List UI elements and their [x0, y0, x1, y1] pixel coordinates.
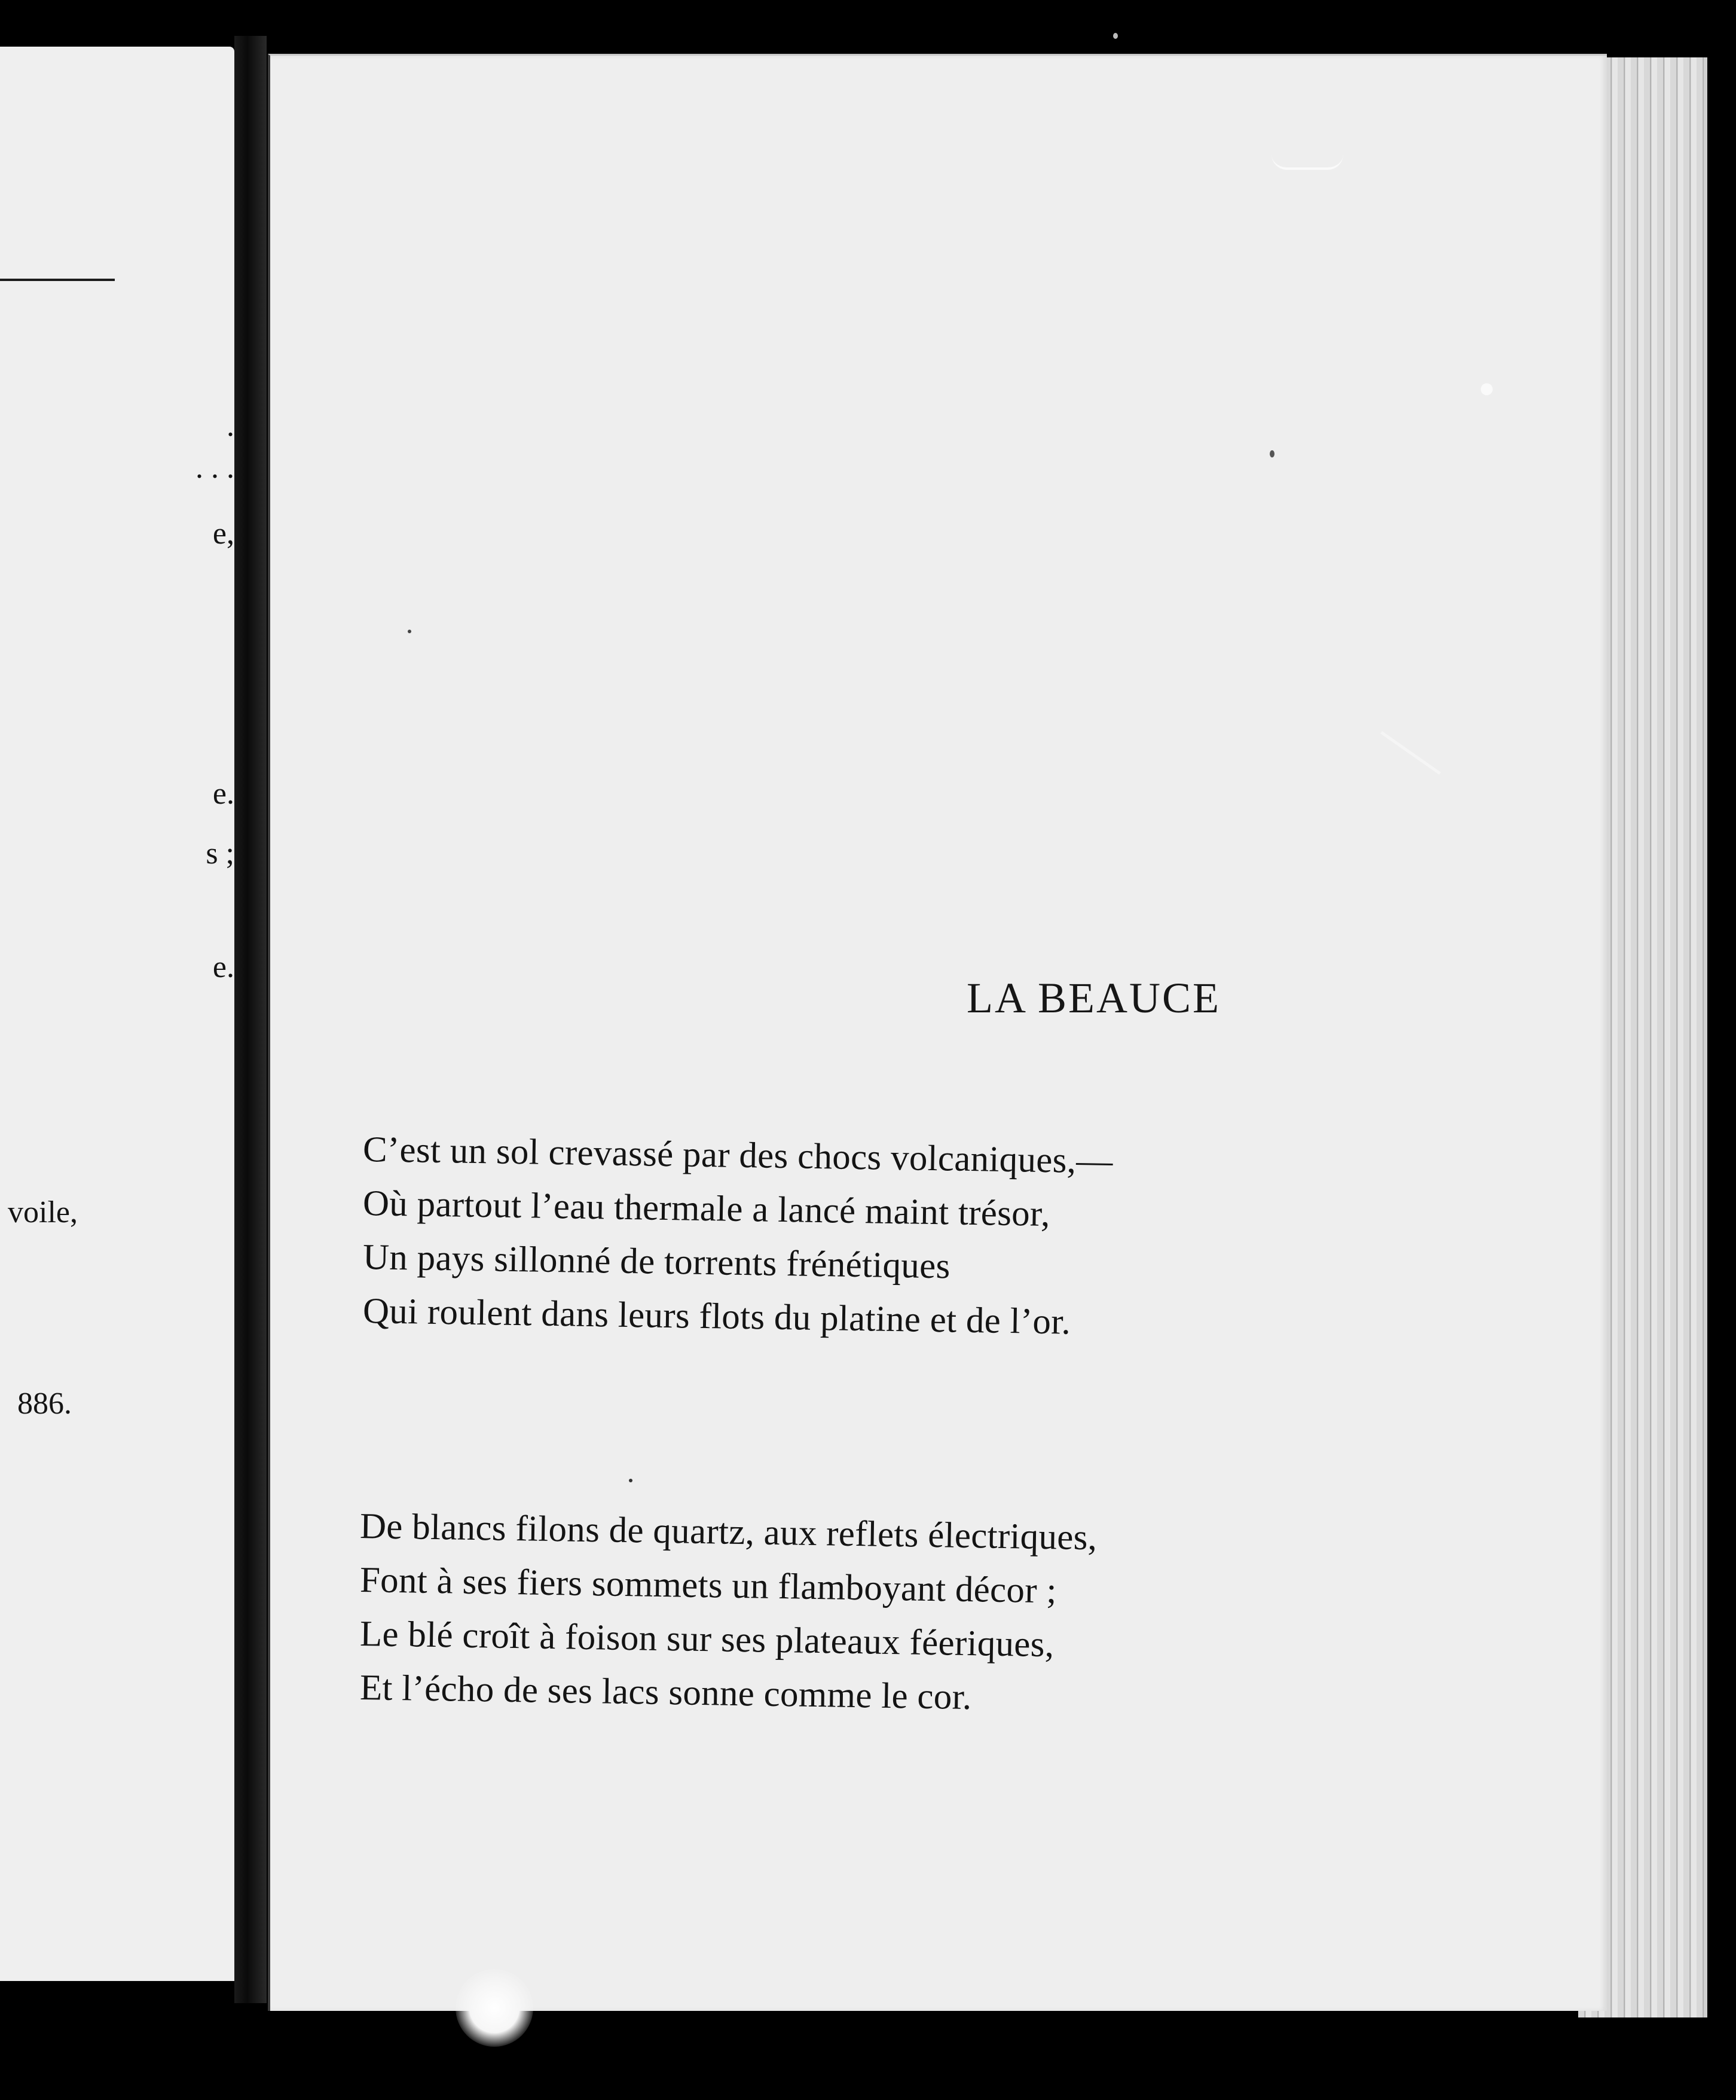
- scan-artifact: [1270, 450, 1275, 457]
- left-page-fragment: e.: [212, 950, 234, 984]
- verse-line: C’est un sol crevassé par des chocs volcaniques,—: [362, 1130, 1114, 1182]
- left-page-fragment: s ;: [206, 837, 234, 871]
- left-page: [0, 47, 234, 1981]
- left-page-fragment: e,: [212, 517, 234, 551]
- left-page-fragment: 886.: [17, 1387, 72, 1421]
- verse-line: Font à ses fiers sommets un flamboyant décor ;: [359, 1560, 1058, 1611]
- left-page-fragment: voile,: [8, 1195, 78, 1229]
- verse-line: Où partout l’eau thermale a lancé maint trésor,: [362, 1183, 1051, 1235]
- verse-line: Un pays sillonné de torrents frénétiques: [362, 1237, 951, 1287]
- scan-artifact: [629, 1479, 632, 1482]
- scan-artifact: [408, 630, 411, 633]
- scan-artifact: [1113, 33, 1118, 39]
- main-page: [268, 54, 1607, 2011]
- left-page-fragment: . . .: [195, 451, 234, 485]
- verse-line: Le blé croît à foison sur ses plateaux féeriques,: [359, 1614, 1055, 1665]
- scan-artifact: [1272, 154, 1343, 170]
- book-gutter: [234, 36, 267, 2003]
- verse-line: Qui roulent dans leurs flots du platine et de l’or.: [362, 1291, 1071, 1342]
- left-page-fragment: e.: [212, 777, 234, 811]
- light-glare: [456, 1969, 533, 2047]
- left-page-rule: [0, 279, 115, 281]
- left-page-fragment: .: [227, 409, 234, 443]
- verse-line: Et l’écho de ses lacs sonne comme le cor.: [359, 1668, 972, 1718]
- verse-line: De blancs filons de quartz, aux reflets électriques,: [359, 1506, 1098, 1558]
- scan-artifact: [1481, 383, 1493, 395]
- poem-title: LA BEAUCE: [967, 974, 1221, 1022]
